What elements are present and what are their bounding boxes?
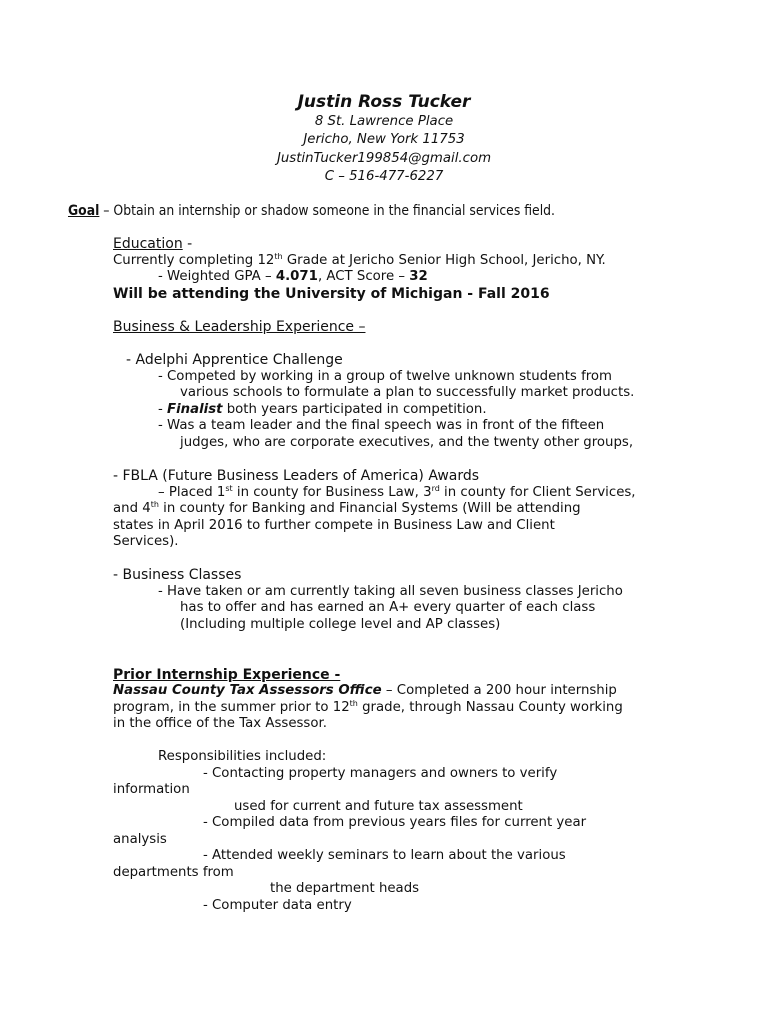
resp-1-cont: information: [113, 782, 190, 797]
resp-2-cont: analysis: [113, 832, 167, 847]
responsibilities-label: Responsibilities included:: [158, 749, 327, 764]
resp-2: - Compiled data from previous years files for current year: [203, 815, 587, 830]
education-text: Grade at Jericho Senior High School, Jericho, NY.: [282, 253, 606, 268]
act-value: 32: [409, 269, 428, 284]
education-heading-line: [113, 236, 192, 253]
fbla-line-3: states in April 2016 to further compete in Business Law and Client: [113, 518, 555, 533]
address-line-2: Jericho, New York 11753: [303, 132, 465, 147]
internship-text: program, in the summer prior to 12: [113, 700, 350, 715]
fbla-text: and 4: [113, 501, 151, 516]
adelphi-bullet-3-cont: judges, who are corporate executives, and the twenty other groups,: [180, 435, 634, 450]
classes-line-2: has to offer and has earned an A+ every quarter of each class: [180, 600, 596, 615]
adelphi-bullet-1: - Competed by working in a group of twelve unknown students from: [158, 369, 613, 384]
superscript: st: [225, 484, 233, 493]
office-name: Nassau County Tax Assessors Office: [113, 683, 382, 698]
goal-label: Goal: [68, 203, 100, 219]
internship-line-3: in the office of the Tax Assessor.: [113, 716, 327, 731]
education-heading-suffix: -: [182, 236, 193, 252]
resp-1: - Contacting property managers and owners to verify: [203, 766, 558, 781]
superscript: th: [150, 500, 159, 509]
adelphi-title: - Adelphi Apprentice Challenge: [126, 352, 343, 368]
fbla-line-2: [113, 501, 581, 518]
fbla-line-1: [158, 485, 636, 502]
adelphi-bullet-2: [158, 402, 487, 419]
resp-3-cont-2: the department heads: [270, 881, 420, 896]
finalist-text: Finalist: [167, 402, 223, 417]
act-label: , ACT Score –: [317, 269, 410, 284]
resp-3: - Attended weekly seminars to learn about the various: [203, 848, 566, 863]
superscript: th: [274, 252, 283, 261]
superscript: rd: [431, 484, 440, 493]
resp-3-cont: departments from: [113, 865, 234, 880]
internship-line-1: [113, 683, 617, 700]
education-school-line: [113, 253, 606, 270]
fbla-text: – Placed 1: [158, 485, 226, 500]
internship-text: grade, through Nassau County working: [357, 700, 623, 715]
bullet-text: both years participated in competition.: [222, 402, 487, 417]
fbla-text: in county for Banking and Financial Systems (Will be attending: [158, 501, 581, 516]
superscript: th: [349, 699, 358, 708]
education-text: Currently completing 12: [113, 253, 275, 268]
fbla-title: - FBLA (Future Business Leaders of America) Awards: [113, 468, 480, 484]
bullet-dash: -: [158, 402, 168, 417]
resp-4: - Computer data entry: [203, 898, 352, 913]
address-line-1: 8 St. Lawrence Place: [314, 114, 454, 129]
classes-line-1: - Have taken or am currently taking all seven business classes Jericho: [158, 584, 623, 599]
education-attending-line: Will be attending the University of Michigan - Fall 2016: [113, 286, 550, 302]
adelphi-bullet-1-cont: various schools to formulate a plan to successfully market products.: [180, 385, 635, 400]
education-heading: Education: [113, 236, 183, 252]
fbla-text: in county for Client Services,: [439, 485, 636, 500]
business-classes-title: - Business Classes: [113, 567, 242, 583]
gpa-value: 4.071: [275, 269, 318, 284]
phone-number: C – 516-477-6227: [324, 169, 444, 184]
fbla-line-4: Services).: [113, 534, 179, 549]
goal-text: – Obtain an internship or shadow someone in the financial services field.: [99, 203, 555, 219]
education-gpa-line: [158, 269, 428, 286]
business-heading: Business & Leadership Experience –: [113, 319, 366, 335]
internship-heading: Prior Internship Experience -: [113, 667, 341, 683]
fbla-text: in county for Business Law, 3: [232, 485, 432, 500]
internship-text: – Completed a 200 hour internship: [381, 683, 617, 698]
email-address: JustinTucker199854@gmail.com: [276, 151, 492, 166]
classes-line-3: (Including multiple college level and AP classes): [180, 617, 501, 632]
internship-line-2: [113, 700, 623, 717]
resume-name: Justin Ross Tucker: [297, 92, 471, 112]
resp-1-cont-2: used for current and future tax assessment: [234, 799, 523, 814]
adelphi-bullet-3: - Was a team leader and the final speech was in front of the fifteen: [158, 418, 605, 433]
gpa-label: - Weighted GPA –: [158, 269, 276, 284]
goal-line: [68, 203, 555, 220]
